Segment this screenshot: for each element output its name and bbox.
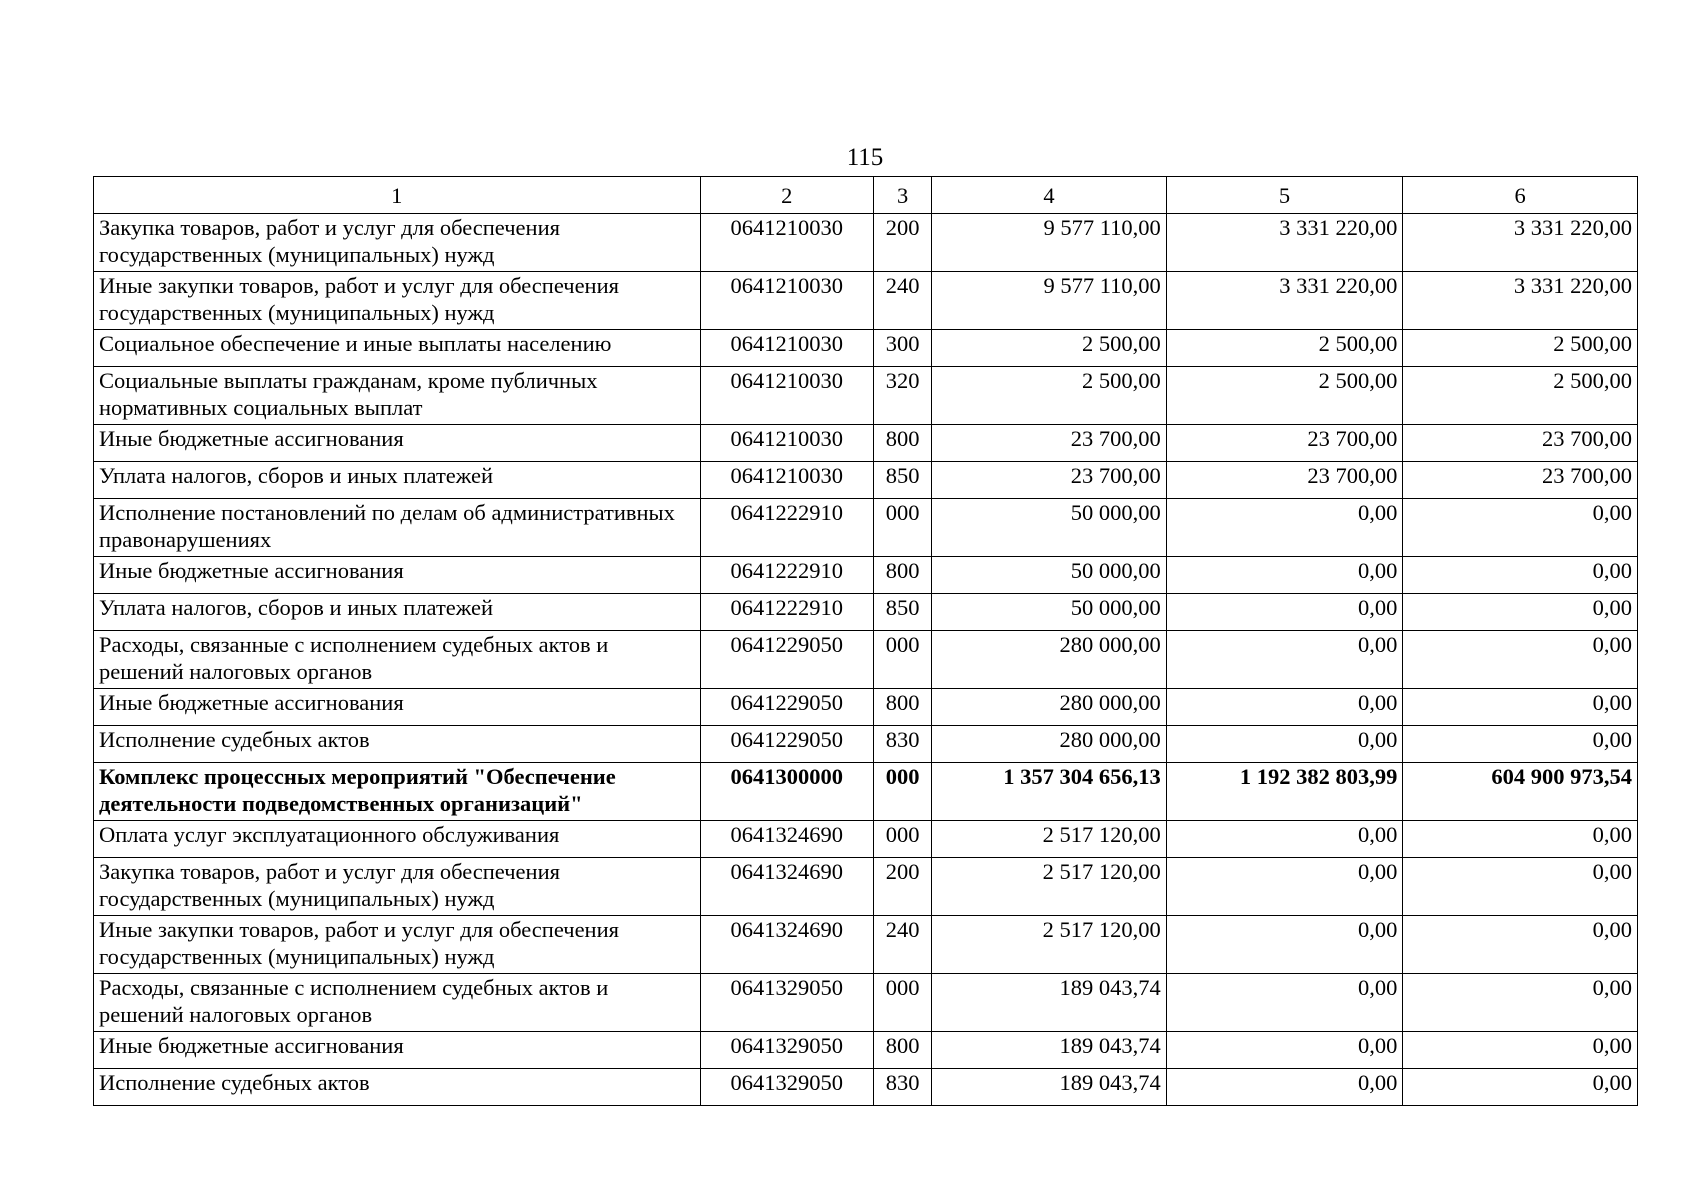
table-row <box>94 462 1638 499</box>
row-code: 0641329050 <box>700 1069 873 1106</box>
row-amount-col6: 0,00 <box>1403 631 1638 689</box>
row-amount-col5: 0,00 <box>1166 499 1403 557</box>
row-amount-col6: 0,00 <box>1403 726 1638 763</box>
row-code: 0641229050 <box>700 689 873 726</box>
row-expense-type: 830 <box>874 726 932 763</box>
table-row <box>94 974 1638 1032</box>
row-amount-col6: 0,00 <box>1403 499 1638 557</box>
row-amount-col4: 189 043,74 <box>932 1032 1167 1069</box>
row-name: Иные бюджетные ассигнования <box>94 425 701 462</box>
header-col-5: 5 <box>1166 177 1403 214</box>
row-expense-type: 000 <box>874 631 932 689</box>
row-amount-col5: 3 331 220,00 <box>1166 214 1403 272</box>
row-amount-col4: 280 000,00 <box>932 689 1167 726</box>
table-row <box>94 763 1638 821</box>
table-row <box>94 1069 1638 1106</box>
row-name: Иные закупки товаров, работ и услуг для обеспечения государственных (муниципальных) нужд <box>94 272 701 330</box>
row-name: Социальное обеспечение и иные выплаты населению <box>94 330 701 367</box>
row-name: Уплата налогов, сборов и иных платежей <box>94 594 701 631</box>
row-amount-col6: 0,00 <box>1403 1032 1638 1069</box>
row-name: Иные закупки товаров, работ и услуг для обеспечения государственных (муниципальных) нужд <box>94 916 701 974</box>
row-expense-type: 000 <box>874 499 932 557</box>
row-expense-type: 240 <box>874 916 932 974</box>
row-code: 0641222910 <box>700 557 873 594</box>
row-amount-col5: 1 192 382 803,99 <box>1166 763 1403 821</box>
row-amount-col4: 50 000,00 <box>932 594 1167 631</box>
row-name: Иные бюджетные ассигнования <box>94 689 701 726</box>
table-row <box>94 272 1638 330</box>
row-amount-col4: 189 043,74 <box>932 974 1167 1032</box>
header-col-6: 6 <box>1403 177 1638 214</box>
row-expense-type: 800 <box>874 1032 932 1069</box>
row-code: 0641210030 <box>700 272 873 330</box>
row-amount-col4: 189 043,74 <box>932 1069 1167 1106</box>
row-amount-col4: 9 577 110,00 <box>932 214 1167 272</box>
row-amount-col5: 2 500,00 <box>1166 367 1403 425</box>
row-amount-col5: 0,00 <box>1166 726 1403 763</box>
row-expense-type: 850 <box>874 594 932 631</box>
row-amount-col6: 0,00 <box>1403 557 1638 594</box>
row-amount-col5: 0,00 <box>1166 821 1403 858</box>
row-amount-col5: 0,00 <box>1166 1069 1403 1106</box>
row-amount-col6: 2 500,00 <box>1403 330 1638 367</box>
table-row <box>94 499 1638 557</box>
table-row <box>94 689 1638 726</box>
row-amount-col5: 3 331 220,00 <box>1166 272 1403 330</box>
row-amount-col4: 50 000,00 <box>932 557 1167 594</box>
row-amount-col5: 0,00 <box>1166 631 1403 689</box>
row-amount-col6: 2 500,00 <box>1403 367 1638 425</box>
table-row <box>94 631 1638 689</box>
row-code: 0641210030 <box>700 462 873 499</box>
row-amount-col6: 0,00 <box>1403 689 1638 726</box>
table-row <box>94 858 1638 916</box>
row-name: Расходы, связанные с исполнением судебных актов и решений налоговых органов <box>94 631 701 689</box>
page-number: 115 <box>846 144 884 171</box>
row-expense-type: 300 <box>874 330 932 367</box>
row-amount-col4: 23 700,00 <box>932 425 1167 462</box>
row-amount-col6: 0,00 <box>1403 916 1638 974</box>
row-amount-col5: 0,00 <box>1166 1032 1403 1069</box>
row-amount-col4: 2 517 120,00 <box>932 916 1167 974</box>
row-code: 0641324690 <box>700 858 873 916</box>
row-amount-col6: 0,00 <box>1403 858 1638 916</box>
header-col-3: 3 <box>874 177 932 214</box>
header-col-4: 4 <box>932 177 1167 214</box>
table-row <box>94 916 1638 974</box>
row-expense-type: 000 <box>874 821 932 858</box>
row-expense-type: 000 <box>874 763 932 821</box>
row-amount-col4: 280 000,00 <box>932 726 1167 763</box>
row-amount-col4: 2 500,00 <box>932 330 1167 367</box>
row-code: 0641229050 <box>700 631 873 689</box>
row-code: 0641324690 <box>700 821 873 858</box>
row-amount-col6: 23 700,00 <box>1403 462 1638 499</box>
table-row <box>94 726 1638 763</box>
row-name: Исполнение постановлений по делам об административных правонарушениях <box>94 499 701 557</box>
table-row <box>94 425 1638 462</box>
row-amount-col6: 0,00 <box>1403 821 1638 858</box>
row-amount-col6: 23 700,00 <box>1403 425 1638 462</box>
row-name: Расходы, связанные с исполнением судебных актов и решений налоговых органов <box>94 974 701 1032</box>
table-row <box>94 1032 1638 1069</box>
row-amount-col6: 0,00 <box>1403 1069 1638 1106</box>
row-amount-col4: 280 000,00 <box>932 631 1167 689</box>
row-amount-col4: 1 357 304 656,13 <box>932 763 1167 821</box>
row-expense-type: 240 <box>874 272 932 330</box>
row-amount-col4: 23 700,00 <box>932 462 1167 499</box>
row-code: 0641329050 <box>700 974 873 1032</box>
row-amount-col4: 2 517 120,00 <box>932 821 1167 858</box>
row-expense-type: 850 <box>874 462 932 499</box>
row-code: 0641222910 <box>700 594 873 631</box>
row-amount-col5: 0,00 <box>1166 974 1403 1032</box>
row-code: 0641210030 <box>700 367 873 425</box>
table-row <box>94 594 1638 631</box>
header-col-1: 1 <box>94 177 701 214</box>
row-code: 0641300000 <box>700 763 873 821</box>
row-expense-type: 200 <box>874 858 932 916</box>
row-code: 0641222910 <box>700 499 873 557</box>
row-name: Социальные выплаты гражданам, кроме публичных нормативных социальных выплат <box>94 367 701 425</box>
row-expense-type: 830 <box>874 1069 932 1106</box>
row-amount-col4: 2 500,00 <box>932 367 1167 425</box>
row-expense-type: 200 <box>874 214 932 272</box>
row-amount-col6: 604 900 973,54 <box>1403 763 1638 821</box>
table-row <box>94 330 1638 367</box>
row-expense-type: 000 <box>874 974 932 1032</box>
row-amount-col5: 23 700,00 <box>1166 462 1403 499</box>
row-expense-type: 800 <box>874 425 932 462</box>
row-amount-col5: 23 700,00 <box>1166 425 1403 462</box>
row-code: 0641329050 <box>700 1032 873 1069</box>
header-row <box>94 177 1638 214</box>
row-amount-col5: 0,00 <box>1166 594 1403 631</box>
row-amount-col5: 0,00 <box>1166 557 1403 594</box>
row-code: 0641229050 <box>700 726 873 763</box>
budget-table <box>93 176 1638 1106</box>
row-name: Иные бюджетные ассигнования <box>94 1032 701 1069</box>
row-code: 0641210030 <box>700 425 873 462</box>
row-name: Иные бюджетные ассигнования <box>94 557 701 594</box>
table-row <box>94 214 1638 272</box>
row-code: 0641210030 <box>700 214 873 272</box>
row-name: Комплекс процессных мероприятий "Обеспечение деятельности подведомственных организаций" <box>94 763 701 821</box>
row-amount-col4: 2 517 120,00 <box>932 858 1167 916</box>
row-expense-type: 320 <box>874 367 932 425</box>
row-expense-type: 800 <box>874 689 932 726</box>
row-amount-col6: 0,00 <box>1403 594 1638 631</box>
row-amount-col5: 2 500,00 <box>1166 330 1403 367</box>
row-name: Исполнение судебных актов <box>94 726 701 763</box>
row-name: Уплата налогов, сборов и иных платежей <box>94 462 701 499</box>
table-row <box>94 821 1638 858</box>
row-name: Закупка товаров, работ и услуг для обеспечения государственных (муниципальных) нужд <box>94 214 701 272</box>
row-amount-col5: 0,00 <box>1166 689 1403 726</box>
row-name: Исполнение судебных актов <box>94 1069 701 1106</box>
table-row <box>94 367 1638 425</box>
row-code: 0641210030 <box>700 330 873 367</box>
header-col-2: 2 <box>700 177 873 214</box>
row-amount-col5: 0,00 <box>1166 858 1403 916</box>
row-code: 0641324690 <box>700 916 873 974</box>
row-expense-type: 800 <box>874 557 932 594</box>
row-amount-col4: 9 577 110,00 <box>932 272 1167 330</box>
row-amount-col6: 3 331 220,00 <box>1403 272 1638 330</box>
table-body <box>94 214 1638 1106</box>
row-name: Закупка товаров, работ и услуг для обеспечения государственных (муниципальных) нужд <box>94 858 701 916</box>
row-name: Оплата услуг эксплуатационного обслуживания <box>94 821 701 858</box>
table-row <box>94 557 1638 594</box>
row-amount-col4: 50 000,00 <box>932 499 1167 557</box>
row-amount-col5: 0,00 <box>1166 916 1403 974</box>
row-amount-col6: 3 331 220,00 <box>1403 214 1638 272</box>
row-amount-col6: 0,00 <box>1403 974 1638 1032</box>
